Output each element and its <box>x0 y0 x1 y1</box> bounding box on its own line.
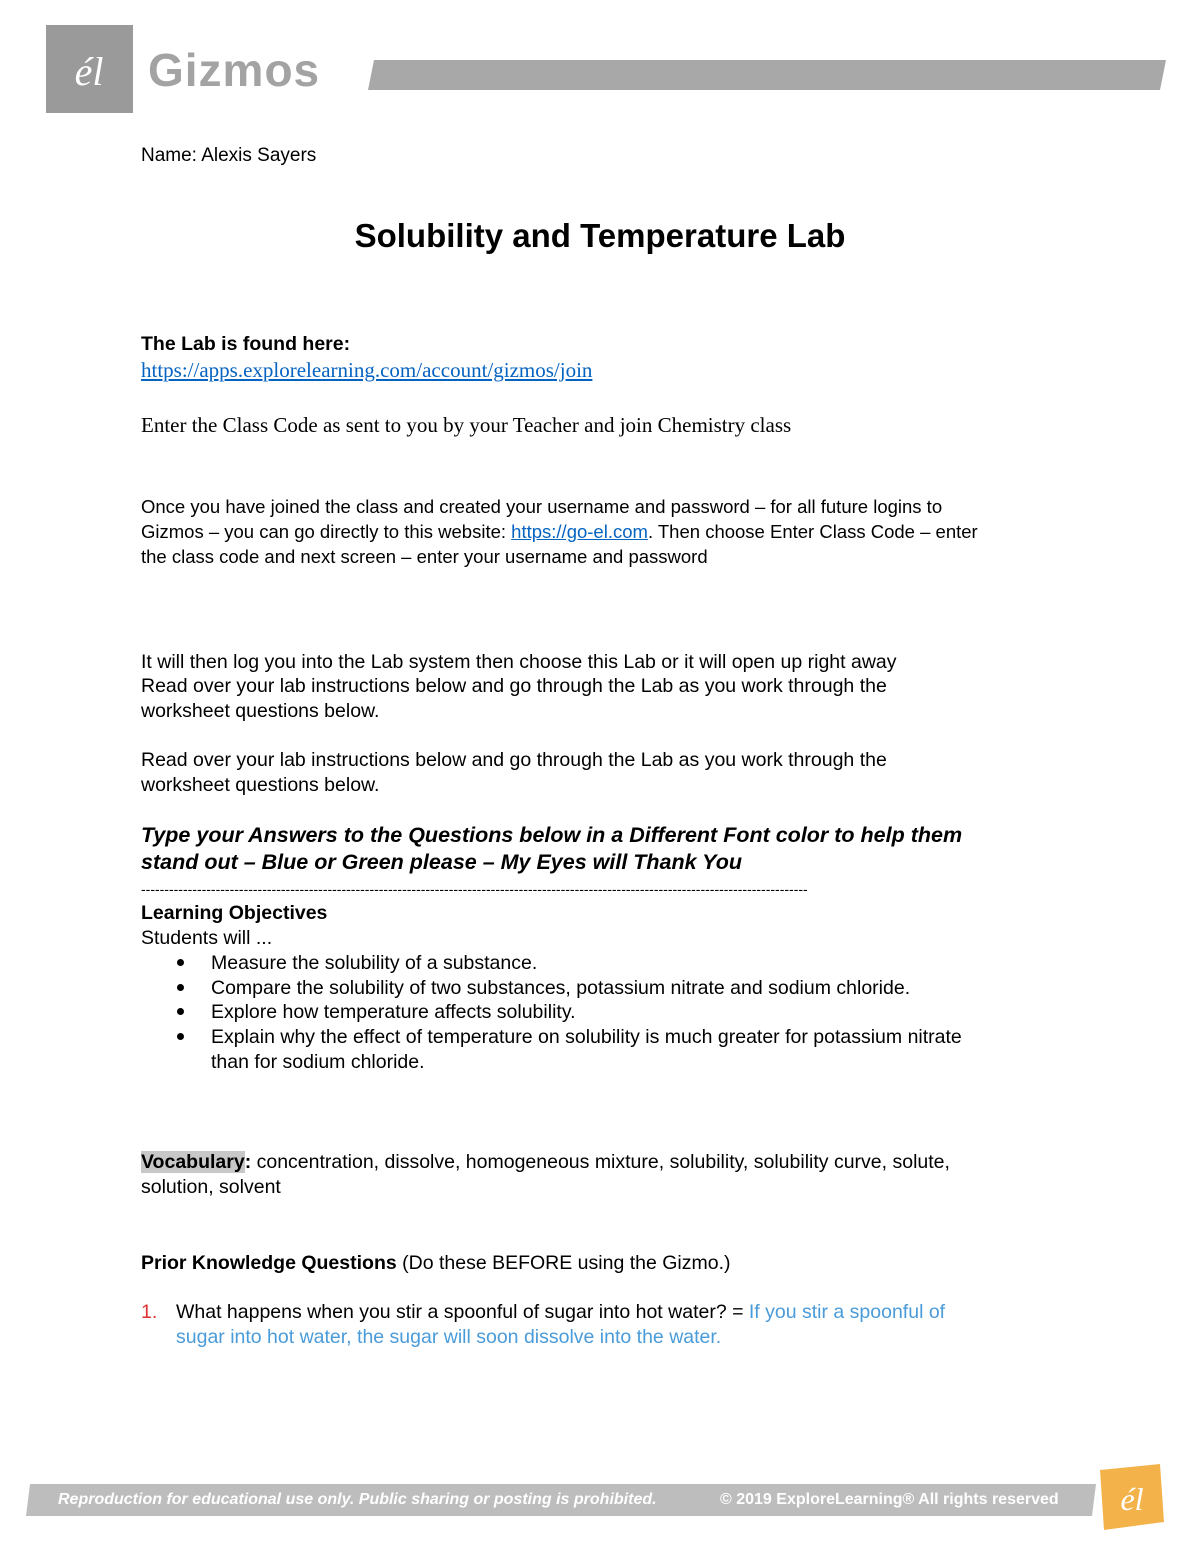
learning-objectives-intro: Students will ... <box>141 927 273 949</box>
read-over-line2: worksheet questions below. <box>141 774 380 796</box>
future-login-text: Gizmos – you can go directly to this website: <box>141 521 512 542</box>
prior-knowledge-note: (Do these BEFORE using the Gizmo.) <box>396 1252 731 1274</box>
vocabulary-label: Vocabulary <box>141 1151 245 1173</box>
vocabulary-terms: concentration, dissolve, homogeneous mixture, solubility, solubility curve, solute, <box>251 1151 950 1173</box>
prior-knowledge-heading: Prior Knowledge Questions <box>141 1252 397 1274</box>
vocabulary-line2: solution, solvent <box>141 1176 281 1198</box>
vocabulary-line1 <box>141 1150 950 1175</box>
answer-1-part2: sugar into hot water, the sugar will soon dissolve into the water. <box>176 1326 722 1348</box>
login-text-line2: Read over your lab instructions below and go through the Lab as you work through the <box>141 675 887 697</box>
lab-found-label: The Lab is found here: <box>141 333 351 355</box>
svg-text:él: él <box>1120 1481 1144 1517</box>
prior-knowledge-heading-line <box>141 1251 731 1276</box>
objective-item-continued: than for sodium chloride. <box>211 1051 425 1073</box>
vocabulary-colon: : <box>244 1151 252 1173</box>
future-login-line1: Once you have joined the class and created your username and password – for all future logins to <box>141 496 943 517</box>
el-logo-icon <box>46 25 133 113</box>
lab-url-link[interactable]: https://apps.explorelearning.com/account/gizmos/join <box>141 358 593 382</box>
read-over-line1: Read over your lab instructions below and go through the Lab as you work through the <box>141 749 887 771</box>
answer-note-line2: stand out – Blue or Green please – My Eyes will Thank You <box>141 850 742 874</box>
future-login-line3: the class code and next screen – enter your username and password <box>141 546 708 567</box>
class-code-instruction: Enter the Class Code as sent to you by your Teacher and join Chemistry class <box>141 413 792 437</box>
objective-item: Measure the solubility of a substance. <box>211 952 538 974</box>
divider-line: ----------------------------------------------------------------------------------------------------------------------------------------------- <box>141 881 808 897</box>
login-text-line3: worksheet questions below. <box>141 700 380 722</box>
objective-item: Explore how temperature affects solubility. <box>211 1001 576 1023</box>
footer-reproduction-note: Reproduction for educational use only. Public sharing or posting is prohibited. <box>58 1491 657 1508</box>
page-title: Solubility and Temperature Lab <box>354 217 846 254</box>
footer-copyright: © 2019 ExploreLearning® All rights reserved <box>720 1491 1059 1508</box>
bullet-icon <box>177 984 184 991</box>
svg-text:él: él <box>74 49 104 94</box>
explorelearning-logo-icon <box>1094 1462 1166 1532</box>
answer-1-part1: If you stir a spoonful of <box>748 1301 946 1323</box>
question-number: 1. <box>141 1301 158 1323</box>
question-1-text: What happens when you stir a spoonful of sugar into hot water? = <box>176 1301 749 1323</box>
go-el-link[interactable]: https://go-el.com <box>511 521 648 542</box>
objective-item: Compare the solubility of two substances, potassium nitrate and sodium chloride. <box>211 977 911 999</box>
login-text-line1: It will then log you into the Lab system then choose this Lab or it will open up right away <box>141 651 897 673</box>
brand-name: Gizmos <box>148 44 321 96</box>
question-1 <box>176 1300 945 1325</box>
objective-item: Explain why the effect of temperature on solubility is much greater for potassium nitrate <box>211 1026 962 1048</box>
bullet-icon <box>177 1008 184 1015</box>
bullet-icon <box>177 959 184 966</box>
learning-objectives-heading: Learning Objectives <box>141 902 328 924</box>
answer-note-line1: Type your Answers to the Questions below in a Different Font color to help them <box>141 823 963 847</box>
gizmos-logo <box>46 25 133 113</box>
future-login-text-after: . Then choose Enter Class Code – enter <box>647 521 978 542</box>
student-name: Name: Alexis Sayers <box>141 145 317 166</box>
bullet-icon <box>177 1033 184 1040</box>
header-bar <box>368 60 1166 90</box>
future-login-line2 <box>141 519 978 544</box>
